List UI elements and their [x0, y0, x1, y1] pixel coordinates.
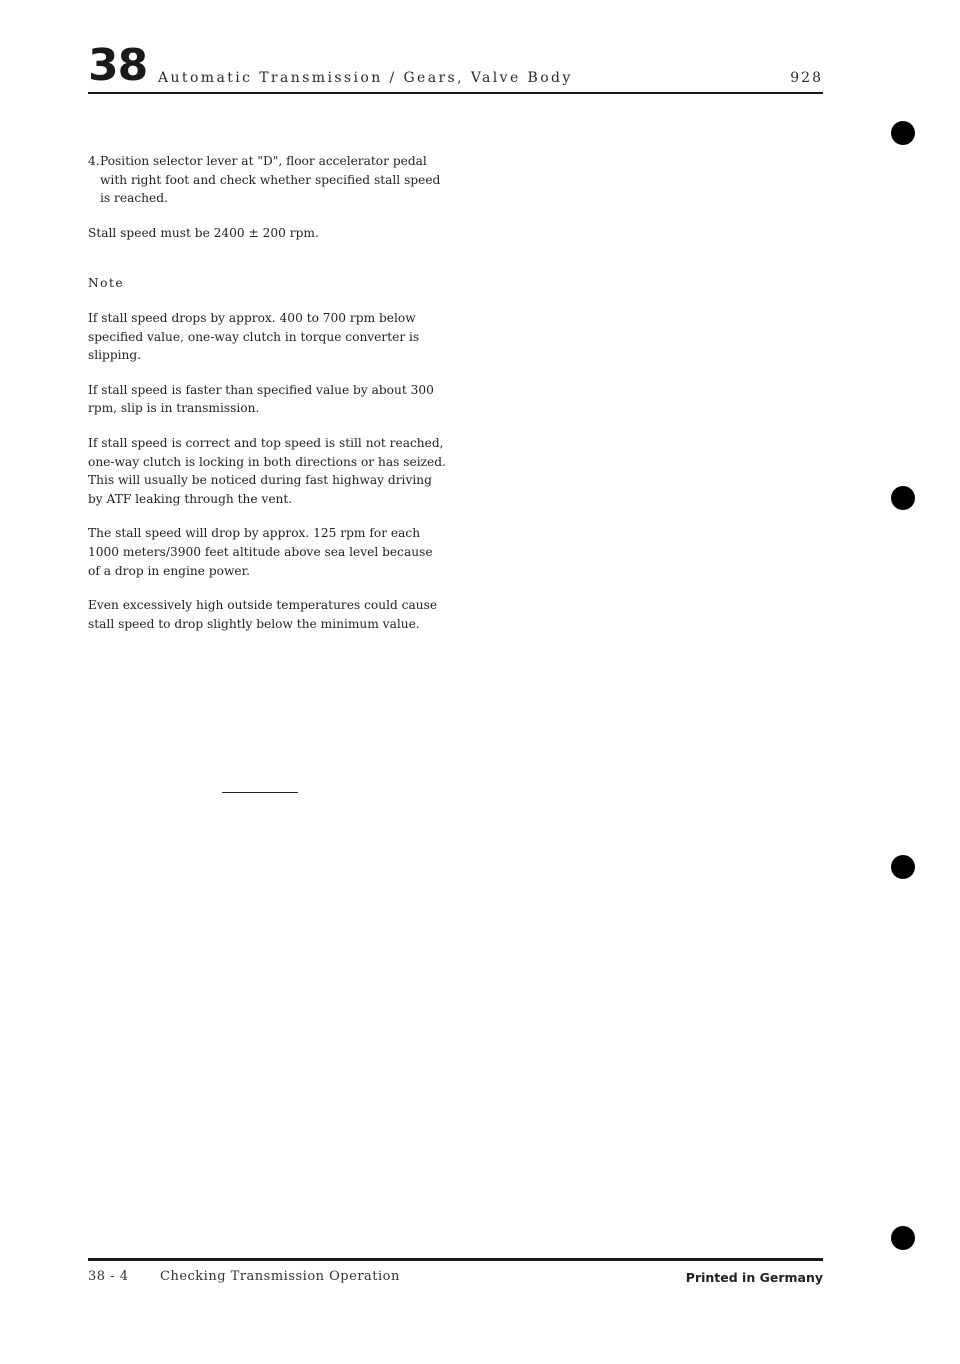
page-header: [88, 40, 823, 94]
note-paragraph-1: If stall speed drops by approx. 400 to 700 rpm below specified value, one-way clutch in torque converter is slipping.: [88, 310, 420, 363]
footer-rule: [88, 1258, 823, 1261]
step-4: [88, 152, 448, 208]
stall-speed-spec: Stall speed must be 2400 ± 200 rpm.: [88, 225, 319, 240]
header-rule: [88, 92, 823, 94]
section-title: Checking Transmission Operation: [160, 1269, 400, 1284]
binder-hole-4: [891, 1226, 915, 1250]
page-number: 38 - 4: [88, 1269, 129, 1284]
printed-in: Printed in Germany: [685, 1270, 823, 1285]
binder-hole-1: [891, 121, 915, 145]
page-content: [88, 152, 448, 633]
chapter-title: Automatic Transmission / Gears, Valve Body: [158, 70, 573, 86]
note-paragraph-2: If stall speed is faster than specified value by about 300 rpm, slip is in transmission.: [88, 382, 434, 416]
note-heading: Note: [88, 276, 125, 291]
note-paragraph-5: Even excessively high outside temperatures could cause stall speed to drop slightly below the minimum value.: [88, 598, 438, 631]
end-separator: [222, 792, 298, 793]
chapter-number: 38: [88, 40, 148, 91]
binder-hole-3: [891, 855, 915, 879]
step-text: Position selector lever at "D", floor accelerator pedal with right foot and check whether specified stall speed is reached.: [100, 154, 441, 206]
model-number: 928: [790, 70, 823, 86]
binder-hole-2: [891, 486, 915, 510]
step-number: 4.: [88, 154, 100, 168]
note-paragraph-3: If stall speed is correct and top speed is still not reached, one-way clutch is locking in both directions or has seized. This will usually be noticed during fast highway driving by ATF leaking through the vent.: [88, 435, 446, 506]
note-paragraph-4: The stall speed will drop by approx. 125 rpm for each 1000 meters/3900 feet altitude above sea level because of a drop in engine power.: [88, 526, 433, 578]
